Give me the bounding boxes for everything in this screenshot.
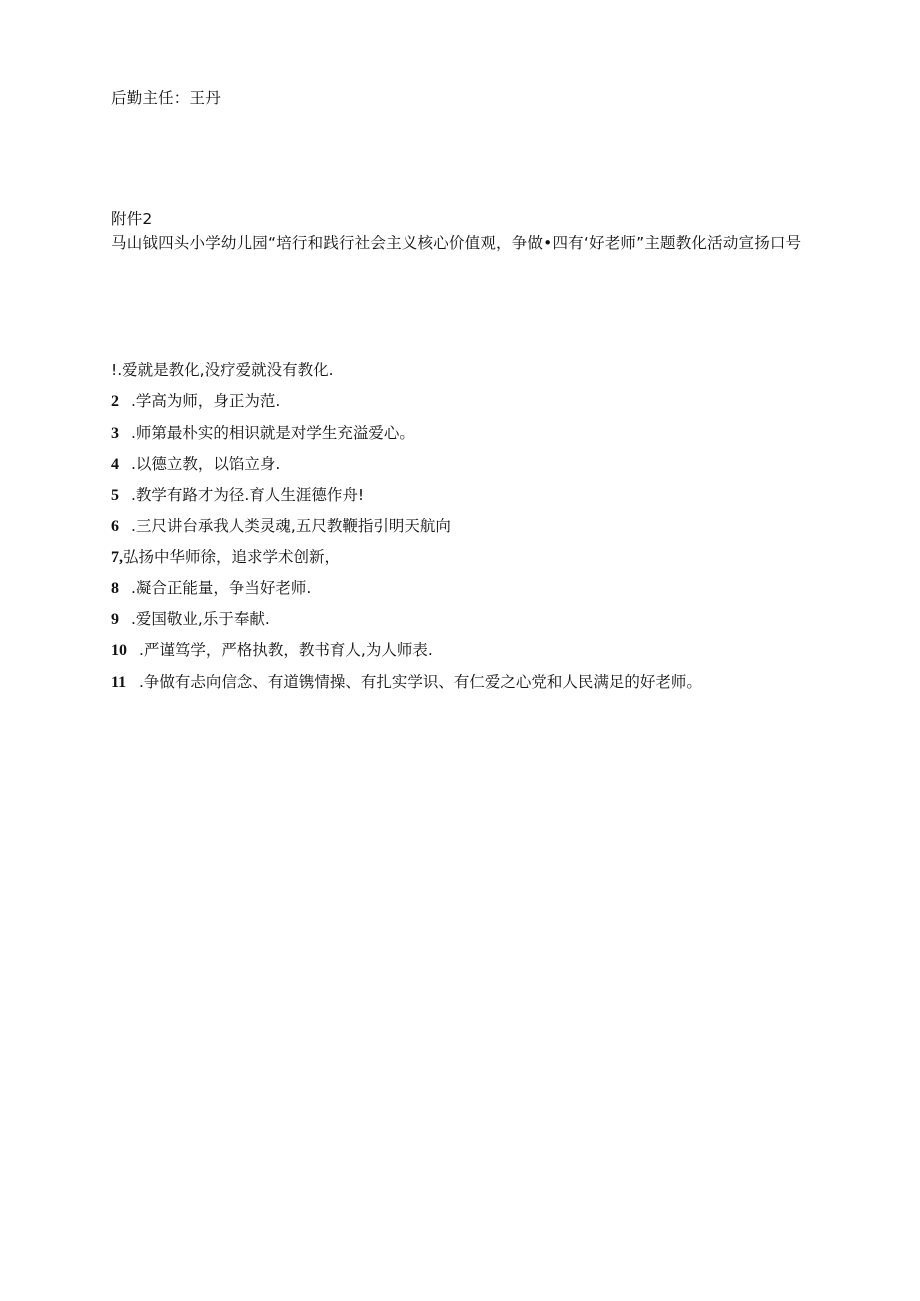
slogan-item-10 [111,640,433,661]
slogan-text: .学高为师，身正为范. [131,392,281,410]
slogan-text: !.爱就是教化,没疗爱就没有教化. [111,361,334,379]
slogan-text: .凝合正能量，争当好老师. [131,579,312,597]
slogan-text: .三尺讲台承我人类灵魂,五尺教鞭指引明天航向 [131,517,451,535]
slogan-item-2 [111,391,280,412]
slogan-number: 2 [111,393,119,410]
slogan-item-5 [111,485,364,506]
slogan-number: 5 [111,487,119,504]
slogan-number: 11 [111,674,127,691]
slogan-text: .严谨笃学，严格执教，教书育人,为人师表. [139,641,433,659]
slogan-number: 3 [111,425,119,442]
slogan-number: 8 [111,580,119,597]
slogan-text: .争做有忐向信念、有道镌情操、有扎实学识、有仁爱之心党和人民满足的好老师。 [139,673,702,691]
attachment-label: 附件2 [111,210,153,228]
slogan-item-7 [111,547,340,568]
slogan-text: .师第最朴实的相识就是对学生充溢爱心。 [131,424,415,442]
slogan-number: 9 [111,611,119,628]
slogan-text: .以德立教，以馅立身. [131,455,281,473]
document-title: 马山钺四头小学幼儿园“培行和践行社会主义核心价值观，争做•四有‘好老师”主题教化活动宣扬口号 [111,234,802,252]
logistics-director-line: 后勤主任：王丹 [111,89,221,107]
slogan-item-8 [111,578,311,599]
slogan-number: 4 [111,456,119,473]
slogan-number: 7, [111,549,123,566]
slogan-item-3 [111,423,415,444]
slogan-number: 6 [111,518,119,535]
slogan-item-4 [111,454,280,475]
slogan-text: 弘扬中华师徐，追求学术创新， [123,548,341,566]
slogan-item-9 [111,609,270,630]
slogan-item-1 [111,360,334,380]
slogan-text: .教学有路才为径.育人生涯德作舟! [131,486,365,504]
slogan-text: .爱国敬业,乐于奉献. [131,610,270,628]
slogan-number: 10 [111,642,127,659]
slogan-item-11 [111,672,702,693]
slogan-item-6 [111,516,451,537]
